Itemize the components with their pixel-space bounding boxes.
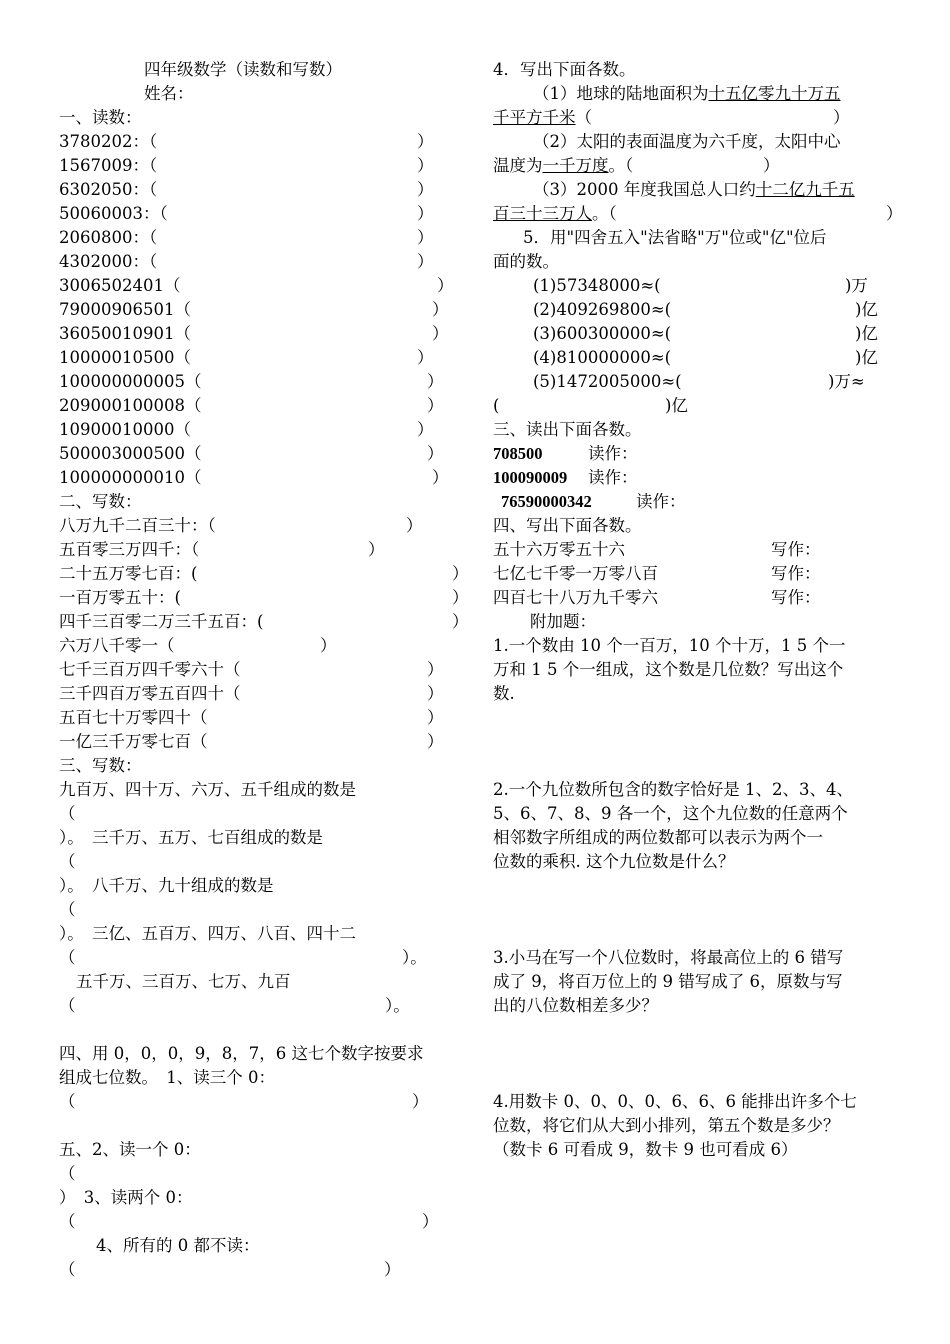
number-label: 36050010901（: [59, 324, 191, 343]
answer-close: ）: [417, 204, 434, 223]
question-line: 相邻数字所组成的两位数都可以表示为两个一: [493, 828, 823, 847]
chinese-number: 七亿七千零一万零八百: [493, 564, 658, 583]
compose-question-2: ）。 三千万、五万、七百组成的数是: [59, 828, 323, 847]
answer-blank[interactable]: （ ）: [59, 1212, 439, 1231]
answer-close: ）: [427, 372, 444, 391]
answer-blank[interactable]: （ ）。: [59, 996, 410, 1015]
answer-open[interactable]: （: [59, 1164, 76, 1183]
read-number-list: [59, 130, 459, 490]
number-value: 100090009: [493, 468, 568, 487]
answer-close: ）: [320, 636, 337, 655]
left-column: [59, 58, 469, 1282]
read-number-item[interactable]: [59, 226, 459, 250]
extra-question-3: [493, 946, 893, 1018]
compose-question-3: ）。 八千万、九十组成的数是: [59, 876, 274, 895]
read-number-item[interactable]: [59, 250, 459, 274]
write-number-item[interactable]: [59, 634, 459, 658]
digits-question-read-one-zero: 五、2、读一个 0：: [59, 1140, 201, 1159]
chinese-number-label: 八万九千二百三十：（: [59, 516, 216, 535]
number-label: 100000000010（: [59, 468, 202, 487]
answer-close: ）: [417, 228, 434, 247]
question-line: 4.用数卡 0、0、0、0、6、6、6 能排出许多个七: [493, 1092, 857, 1111]
number-label: 4302000：（: [59, 252, 158, 271]
read-number-item[interactable]: [59, 370, 459, 394]
number-label: 2060800：（: [59, 228, 158, 247]
number-label: 3006502401（: [59, 276, 181, 295]
digits-question-line-2: 组成七位数。 1、读三个 0：: [59, 1068, 275, 1087]
q4-item-3: （3）2000 年度我国总人口约十二亿九千五: [533, 180, 855, 199]
chinese-number-label: 五百零三万四千：（: [59, 540, 200, 559]
write-number-list: [59, 514, 469, 754]
answer-close: ）: [427, 660, 444, 679]
write-number-item[interactable]: [59, 730, 459, 754]
question-line: 3.小马在写一个八位数时，将最高位上的 6 错写: [493, 948, 844, 967]
read-number-item[interactable]: [59, 130, 459, 154]
number-label: 6302050：（: [59, 180, 158, 199]
answer-close: ）: [432, 324, 449, 343]
section-read-heading: 一、读数：: [59, 108, 142, 127]
write-number-item[interactable]: [59, 586, 469, 610]
q5-heading-cont: 面的数。: [493, 252, 559, 271]
q4-item-1-cont[interactable]: 千平方千米（ ）: [493, 108, 850, 127]
number-value: 708500: [493, 444, 543, 463]
answer-close: ）: [417, 252, 434, 271]
chinese-number-label: 二十五万零七百：(: [59, 564, 198, 583]
q4-heading: 4．写出下面各数。: [493, 60, 636, 79]
rounding-unit: )万≈: [828, 372, 865, 391]
extra-heading: 附加题：: [530, 612, 596, 631]
answer-close: ）: [452, 588, 469, 607]
answer-close: ）: [368, 540, 385, 559]
chinese-number-label: 三千四百万零五百四十（: [59, 684, 241, 703]
answer-close: ）: [432, 300, 449, 319]
read-number-item[interactable]: [59, 154, 459, 178]
rounding-unit: )亿: [855, 348, 878, 367]
rounding-item[interactable]: [493, 322, 893, 346]
write-item[interactable]: [493, 538, 893, 562]
extra-question-2: [493, 778, 893, 874]
answer-close: ）: [417, 180, 434, 199]
number-label: 100000000005（: [59, 372, 202, 391]
number-label: 79000906501（: [59, 300, 191, 319]
write-as-label: 写作：: [771, 588, 821, 607]
number-label: 500003000500（: [59, 444, 202, 463]
answer-close: ）: [417, 156, 434, 175]
answer-close: ）: [406, 516, 423, 535]
read-number-item[interactable]: [59, 202, 459, 226]
section-write-heading: 二、写数：: [59, 492, 142, 511]
write-number-item[interactable]: [59, 538, 459, 562]
q4-item-2: （2）太阳的表面温度为六千度，太阳中心: [533, 132, 841, 151]
answer-close: ）: [437, 276, 454, 295]
question-line: 万和 1 5 个一组成，这个数是几位数？写出这个: [493, 660, 844, 679]
rounding-unit: )亿: [855, 300, 878, 319]
answer-blank[interactable]: （ ）。: [59, 948, 427, 967]
extra-question-4: [493, 1090, 893, 1162]
chinese-number-label: 七千三百万四千零六十（: [59, 660, 241, 679]
rounding-item-cont[interactable]: ( )亿: [493, 396, 688, 415]
question-line: 1.一个数由 10 个一百万，10 个十万，1 5 个一: [493, 636, 846, 655]
read-as-label: 读作：: [588, 468, 638, 487]
rounding-number: (5)1472005000≈(: [533, 372, 682, 391]
chinese-number-label: 六万八千零一（: [59, 636, 175, 655]
answer-close: ）: [427, 708, 444, 727]
read-as-label: 读作：: [588, 444, 638, 463]
number-value: 76590000342: [501, 492, 592, 511]
digits-question-line-1: 四、用 0，0，0，9，8，7，6 这七个数字按要求: [59, 1044, 424, 1063]
compose-question-5: 五千万、三百万、七万、九百: [76, 972, 291, 991]
rounding-item[interactable]: [493, 346, 893, 370]
rounding-number: (3)600300000≈(: [533, 324, 672, 343]
digits-question-no-zero-read: 4、所有的 0 都不读：: [96, 1236, 260, 1255]
read-number-item[interactable]: [59, 466, 459, 490]
rounding-item[interactable]: [493, 274, 893, 298]
chinese-number: 四百七十八万九千零六: [493, 588, 658, 607]
read-item[interactable]: [493, 490, 893, 514]
digits-question-read-two-zeros: ） 3、读两个 0：: [59, 1188, 193, 1207]
question-line: （数卡 6 可看成 9，数卡 9 也可看成 6）: [493, 1140, 798, 1159]
q5-heading: 5．用"四舍五入"法省略"万"位或"亿"位后: [523, 228, 827, 247]
answer-close: ）: [417, 420, 434, 439]
write-item[interactable]: [493, 586, 893, 610]
read-number-item[interactable]: [59, 346, 459, 370]
write-number-item[interactable]: [59, 610, 469, 634]
rounding-item[interactable]: [493, 298, 893, 322]
page-title: 四年级数学（读数和写数）: [144, 60, 342, 79]
write-as-label: 写作：: [771, 540, 821, 559]
q4-item-1: （1）地球的陆地面积为十五亿零九十万五: [533, 84, 841, 103]
write-number-item[interactable]: [59, 706, 459, 730]
answer-close: ）: [417, 132, 434, 151]
name-label: 姓名：: [144, 84, 194, 103]
write-as-label: 写作：: [771, 564, 821, 583]
rounding-list: [493, 274, 893, 394]
write-number-item[interactable]: [59, 658, 459, 682]
read-number-item[interactable]: [59, 322, 459, 346]
read-list: [493, 442, 893, 514]
answer-blank[interactable]: （ ）: [59, 1092, 429, 1111]
read-as-label: 读作：: [636, 492, 686, 511]
answer-close: ）: [427, 732, 444, 751]
read-number-item[interactable]: [59, 298, 459, 322]
write-section-heading: 四、写出下面各数。: [493, 516, 642, 535]
question-line: 2.一个九位数所包含的数字恰好是 1、2、3、4、: [493, 780, 853, 799]
answer-close: ）: [452, 612, 469, 631]
answer-blank[interactable]: （ ）: [59, 1260, 401, 1279]
rounding-number: (2)409269800≈(: [533, 300, 672, 319]
answer-close: ）: [427, 444, 444, 463]
question-line: 5、6、7、8、9 各一个，这个九位数的任意两个: [493, 804, 848, 823]
rounding-item[interactable]: [493, 370, 893, 394]
read-number-item[interactable]: [59, 418, 459, 442]
read-number-item[interactable]: [59, 178, 459, 202]
right-column: [493, 58, 903, 1162]
answer-close: ）: [417, 348, 434, 367]
read-number-item[interactable]: [59, 394, 459, 418]
read-item[interactable]: [493, 466, 893, 490]
write-number-item[interactable]: [59, 682, 459, 706]
chinese-number-label: 一百万零五十：(: [59, 588, 181, 607]
question-line: 位数，将它们从大到小排列，第五个数是多少？: [493, 1116, 840, 1135]
write-number-item[interactable]: [59, 514, 459, 538]
compose-question-1: 九百万、四十万、六万、五千组成的数是: [59, 780, 356, 799]
section-compose-heading: 三、写数：: [59, 756, 142, 775]
compose-question-4: ）。 三亿、五百万、四万、八百、四十二: [59, 924, 356, 943]
read-section-heading: 三、读出下面各数。: [493, 420, 642, 439]
answer-open[interactable]: （: [59, 900, 76, 919]
answer-open[interactable]: （: [59, 852, 76, 871]
question-line: 位数的乘积. 这个九位数是什么？: [493, 852, 735, 871]
answer-close: ）: [432, 468, 449, 487]
number-label: 10000010500（: [59, 348, 191, 367]
answer-close: ）: [427, 396, 444, 415]
chinese-number-label: 五百七十万零四十（: [59, 708, 208, 727]
write-number-item[interactable]: [59, 562, 469, 586]
question-line: 出的八位数相差多少？: [493, 996, 658, 1015]
chinese-number: 五十六万零五十六: [493, 540, 625, 559]
read-number-item[interactable]: [59, 274, 459, 298]
q4-item-3-cont[interactable]: 百三十三万人。（ ）: [493, 204, 903, 223]
extra-question-1: [493, 634, 893, 706]
answer-close: ）: [452, 564, 469, 583]
rounding-number: (1)57348000≈(: [533, 276, 661, 295]
number-label: 3780202：（: [59, 132, 158, 151]
write-item[interactable]: [493, 562, 893, 586]
rounding-unit: )亿: [855, 324, 878, 343]
chinese-number-label: 四千三百零二万三千五百：(: [59, 612, 264, 631]
q4-item-2-cont[interactable]: 温度为一千万度。（ ）: [493, 156, 780, 175]
rounding-unit: )万: [845, 276, 868, 295]
question-line: 数.: [493, 684, 515, 703]
number-label: 209000100008（: [59, 396, 202, 415]
number-label: 1567009：（: [59, 156, 158, 175]
answer-open[interactable]: （: [59, 804, 76, 823]
number-label: 10900010000（: [59, 420, 191, 439]
chinese-number-label: 一亿三千万零七百（: [59, 732, 208, 751]
number-label: 50060003：（: [59, 204, 168, 223]
answer-close: ）: [427, 684, 444, 703]
read-number-item[interactable]: [59, 442, 459, 466]
question-line: 成了 9，将百万位上的 9 错写成了 6，原数与写: [493, 972, 843, 991]
read-item[interactable]: [493, 442, 893, 466]
write-list: [493, 538, 893, 610]
rounding-number: (4)810000000≈(: [533, 348, 672, 367]
